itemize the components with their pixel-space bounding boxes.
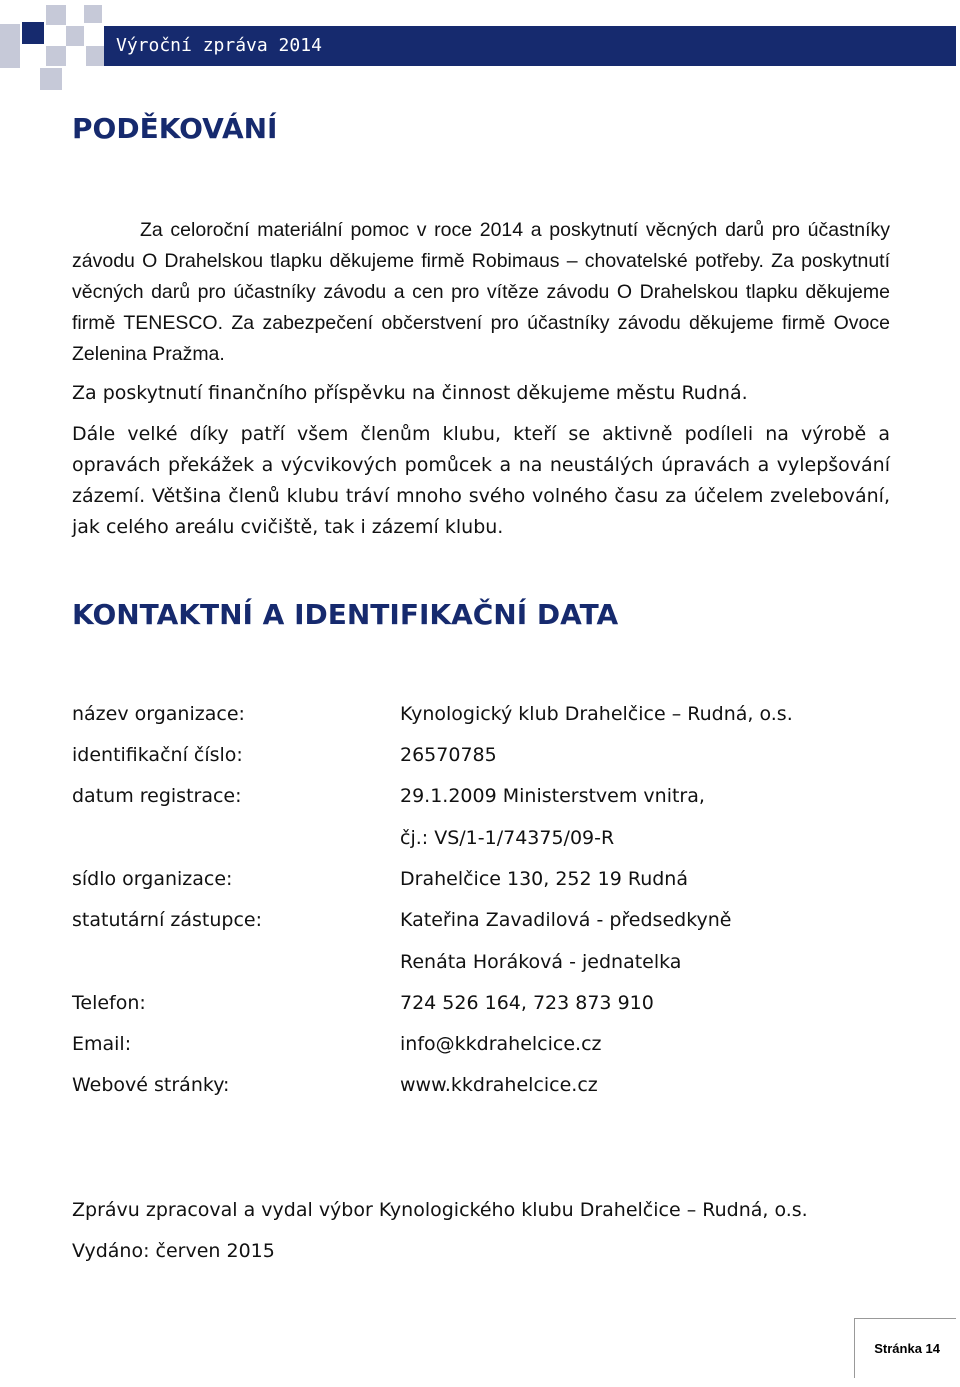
section-heading-acknowledgement: PODĚKOVÁNÍ	[72, 112, 278, 145]
contact-value-registration-ref: čj.: VS/1-1/74375/09-R	[400, 827, 615, 849]
acknowledgement-paragraph-1: Za celoroční materiální pomoc v roce 2014 a poskytnutí věcných darů pro účastníky závodu O Drahelskou tlapku děkujeme firmě Robimaus – chovatelské potřeby. Za poskytnutí věcných darů pro účastníky závodu a cen pro vítěze závodu O Drahelskou tlapku děkujeme firmě TENESCO. Za zabezpečení občerstvení pro účastníky závodu děkujeme firmě Ovoce Zelenina Pražma.	[72, 219, 890, 365]
contact-value-phone: 724 526 164, 723 873 910	[400, 992, 654, 1014]
contact-label-email: Email:	[72, 1033, 132, 1055]
contact-value-id-number: 26570785	[400, 744, 497, 766]
contact-label-id-number: identifikační číslo:	[72, 744, 243, 766]
page-number: Stránka 14	[874, 1341, 940, 1356]
contact-label-website: Webové stránky:	[72, 1074, 230, 1096]
contact-value-statutory-2: Renáta Horáková - jednatelka	[400, 951, 682, 973]
acknowledgement-paragraph-2: Za poskytnutí finančního příspěvku na činnost děkujeme městu Rudná.	[72, 382, 748, 404]
header-square-light	[0, 24, 20, 68]
contact-value-statutory-1: Kateřina Zavadilová - předsedkyně	[400, 909, 732, 931]
header-square-light	[66, 26, 84, 46]
header-square-light	[86, 46, 104, 66]
header-square-light	[46, 5, 66, 25]
acknowledgement-paragraph-3: Dále velké díky patří všem členům klubu, kteří se aktivně podíleli na výrobě a opravách překážek a výcvikových pomůcek a na neustálých úpravách a vylepšování zázemí. Většina členů klubu tráví mnoho svého volného času za účelem zvelebování, jak celého areálu cvičiště, tak i zázemí klubu.	[72, 423, 890, 538]
contact-label-seat: sídlo organizace:	[72, 868, 233, 890]
page-number-box	[854, 1318, 956, 1378]
contact-value-seat: Drahelčice 130, 252 19 Rudná	[400, 868, 688, 890]
contact-value-org-name: Kynologický klub Drahelčice – Rudná, o.s.	[400, 703, 793, 725]
contact-label-phone: Telefon:	[72, 992, 146, 1014]
header-square-light	[84, 5, 102, 23]
contact-label-registration-date: datum registrace:	[72, 785, 242, 807]
header-bar	[104, 26, 956, 66]
contact-label-org-name: název organizace:	[72, 703, 245, 725]
header-square-light	[40, 68, 62, 90]
prepared-by-note: Zprávu zpracoval a vydal výbor Kynologického klubu Drahelčice – Rudná, o.s.	[72, 1199, 808, 1221]
header-title: Výroční zpráva 2014	[116, 35, 322, 56]
contact-value-email: info@kkdrahelcice.cz	[400, 1033, 602, 1055]
header-square-light	[46, 46, 66, 66]
header-square-dark	[22, 22, 44, 44]
contact-label-statutory: statutární zástupce:	[72, 909, 263, 931]
issue-date-note: Vydáno: červen 2015	[72, 1240, 275, 1262]
contact-value-registration-date: 29.1.2009 Ministerstvem vnitra,	[400, 785, 705, 807]
contact-value-website: www.kkdrahelcice.cz	[400, 1074, 598, 1096]
section-heading-contact: KONTAKTNÍ A IDENTIFIKAČNÍ DATA	[72, 598, 619, 631]
